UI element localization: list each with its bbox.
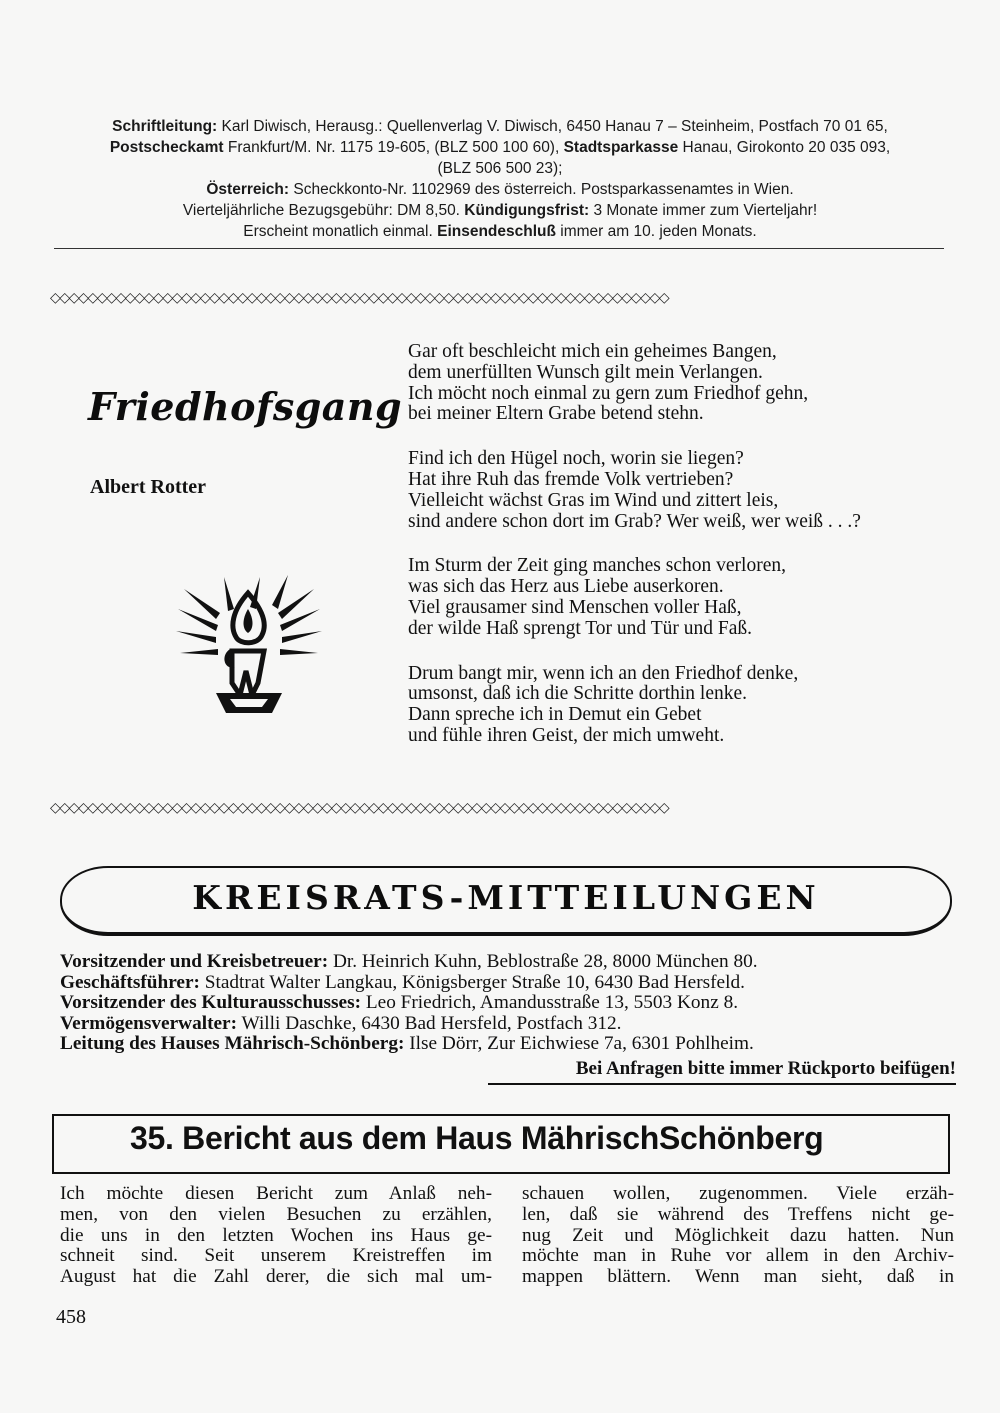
masthead-line-1: Schriftleitung: Karl Diwisch, Herausg.: Quellenverlag V. Diwisch, 6450 Hanau 7 – Steinheim, Postfach 70 01 65, (112, 118, 888, 135)
candle-icon (176, 575, 322, 721)
masthead-line-5: Vierteljährliche Bezugsgebühr: DM 8,50. Kündigungsfrist: 3 Monate immer zum Vierteljahr! (182, 202, 818, 219)
poem-text (408, 342, 968, 771)
return-postage-notice: Bei Anfragen bitte immer Rückporto beifügen! (575, 1058, 956, 1079)
diamond-border-top: ◇◇◇◇◇◇◇◇◇◇◇◇◇◇◇◇◇◇◇◇◇◇◇◇◇◇◇◇◇◇◇◇◇◇◇◇◇◇◇◇◇◇◇◇◇◇◇◇◇◇◇◇◇◇◇◇◇◇◇◇◇◇◇◇◇◇ (50, 290, 669, 306)
poem-stanza-1: Gar oft beschleicht mich ein geheimes Bangen, dem unerfüllten Wunsch gilt mein Verlangen. Ich möcht noch einmal zu gern zum Friedhof gehn, bei meiner Eltern Grabe betend stehn. (408, 341, 809, 425)
kreisrat-contacts (60, 952, 960, 1055)
poem-author: Albert Rotter (90, 476, 207, 498)
contact-row: Geschäftsführer: Stadtrat Walter Langkau, Königsberger Straße 10, 6430 Bad Hersfeld. (60, 971, 745, 993)
report-title: 35. Bericht aus dem Haus MährischSchönberg (130, 1120, 824, 1156)
diamond-border-bottom: ◇◇◇◇◇◇◇◇◇◇◇◇◇◇◇◇◇◇◇◇◇◇◇◇◇◇◇◇◇◇◇◇◇◇◇◇◇◇◇◇◇◇◇◇◇◇◇◇◇◇◇◇◇◇◇◇◇◇◇◇◇◇◇◇◇◇ (50, 800, 669, 816)
report-column-left: Ich möchte diesen Bericht zum Anlaß neh- men, von den vielen Besuchen zu erzählen, die uns in den letzten Wochen ins Haus ge- schneit sind. Seit unserem Kreistreffen im August hat die Zahl derer, die sich mal um- (60, 1183, 492, 1288)
masthead-line-3: (BLZ 506 500 23); (437, 160, 563, 177)
masthead-line-6: Erscheint monatlich einmal. Einsendeschluß immer am 10. jeden Monats. (243, 223, 757, 240)
masthead-divider (54, 248, 944, 249)
kreisrat-title: KREISRATS-MITTEILUNGEN (192, 878, 820, 917)
masthead (60, 116, 940, 242)
poem-stanza-2: Find ich den Hügel noch, worin sie liegen? Hat ihre Ruh das fremde Volk vertrieben? Vielleicht wächst Gras im Wind und zittert leis, sind andere schon dort im Grab? Wer weiß, wer weiß . . .? (408, 448, 861, 532)
poem-title: Friedhofsgang (88, 384, 403, 429)
contact-row: Vorsitzender des Kulturausschusses: Leo Friedrich, Amandusstraße 13, 5503 Konz 8. (60, 992, 739, 1014)
notice-underline (488, 1083, 956, 1085)
masthead-line-2: Postscheckamt Frankfurt/M. Nr. 1175 19-605, (BLZ 500 100 60), Stadtsparkasse Hanau, Girokonto 20 035 093, (109, 139, 891, 156)
contact-row: Vorsitzender und Kreisbetreuer: Dr. Heinrich Kuhn, Beblostraße 28, 8000 München 80. (60, 951, 758, 972)
contact-row: Vermögensverwalter: Willi Daschke, 6430 Bad Hersfeld, Postfach 312. (60, 1012, 622, 1034)
poem-stanza-3: Im Sturm der Zeit ging manches schon verloren, was sich das Herz aus Liebe auserkoren. Viel grausamer sind Menschen voller Haß, der wilde Haß sprengt Tor und Tür und Faß. (408, 555, 786, 639)
contact-row: Leitung des Hauses Mährisch-Schönberg: Ilse Dörr, Zur Eichwiese 7a, 6301 Pohlheim. (60, 1033, 754, 1055)
report-column-right: schauen wollen, zugenommen. Viele erzäh- len, daß sie während des Treffens nicht ge- nug Zeit und Möglichkeit dazu hatten. Nun möchte man in Ruhe vor allem in den Archiv- mappen blättern. Wenn man sieht, daß in (522, 1183, 954, 1288)
masthead-line-4: Österreich: Scheckkonto-Nr. 1102969 des österreich. Postsparkassenamtes in Wien. (206, 181, 794, 198)
poem-stanza-4: Drum bangt mir, wenn ich an den Friedhof denke, umsonst, daß ich die Schritte dorthin lenke. Dann spreche ich in Demut ein Gebet und fühle ihren Geist, der mich umweht. (408, 662, 799, 746)
page-number: 458 (56, 1306, 86, 1328)
